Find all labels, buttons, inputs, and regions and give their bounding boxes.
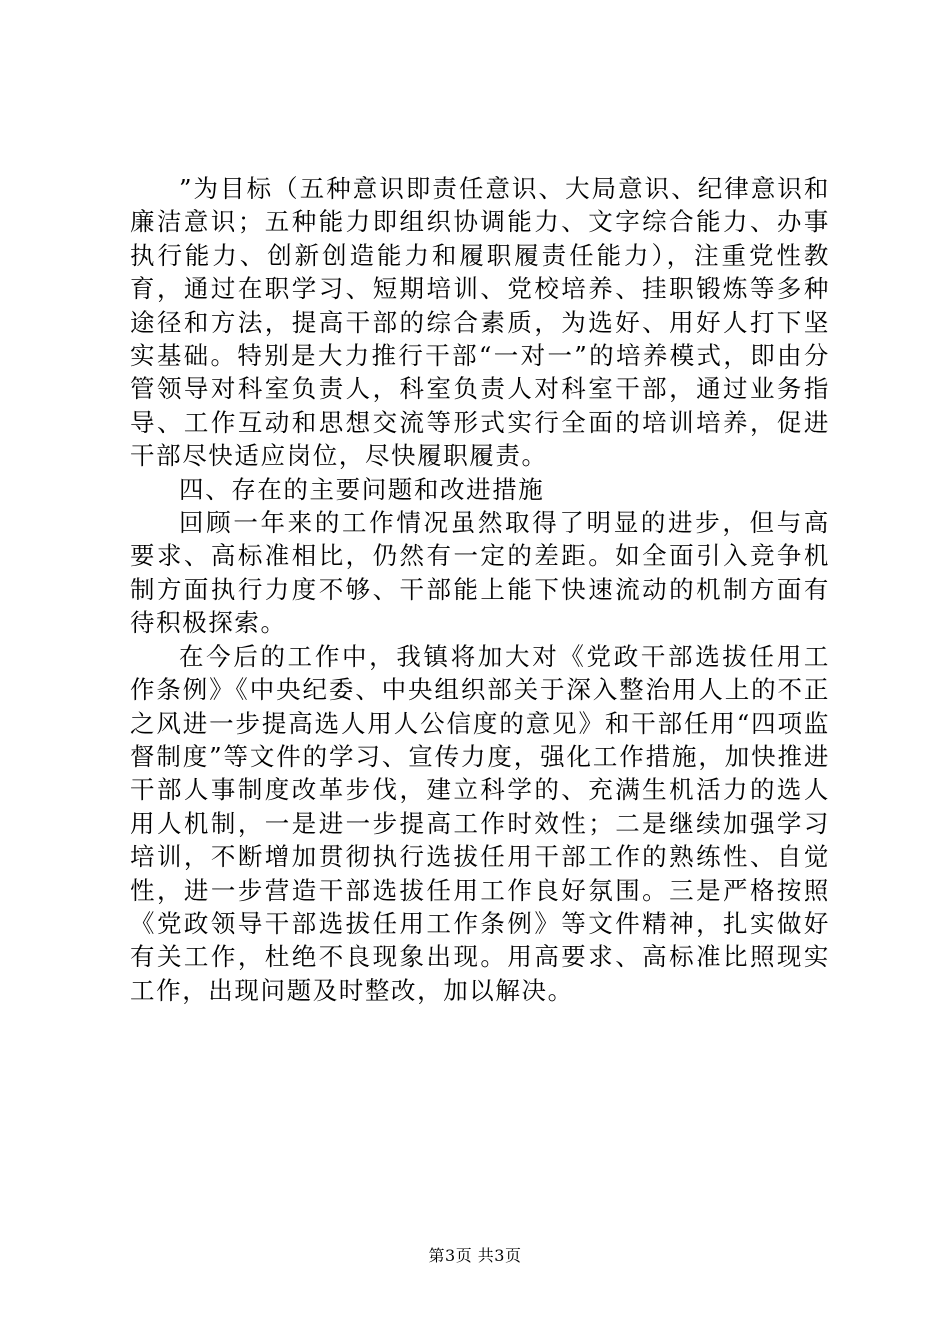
page-number-footer: 第3页 共3页: [428, 1246, 522, 1265]
paragraph-review: 回顾一年来的工作情况虽然取得了明显的进步，但与高要求、高标准相比，仍然有一定的差距。如全面引入竞争机制方面执行力度不够、干部能上能下快速流动的机制方面有待积极探索。: [130, 508, 830, 638]
paragraph-future-work: 在今后的工作中，我镇将加大对《党政干部选拔任用工作条例》《中央纪委、中央组织部关于深入整治用人上的不正之风进一步提高选人用人公信度的意见》和干部任用“四项监督制度”等文件的学习、宣传力度，强化工作措施，加快推进干部人事制度改革步伐，建立科学的、充满生机活力的选人用人机制，一是进一步提高工作时效性；二是继续加强学习培训，不断增加贯彻执行选拔任用干部工作的熟练性、自觉性，进一步营造干部选拔任用工作良好氛围。三是严格按照《党政领导干部选拔任用工作条例》等文件精神，扎实做好有关工作，杜绝不良现象出现。用高要求、高标准比照现实工作，出现问题及时整改，加以解决。: [130, 641, 830, 1005]
paragraph-training-goals: ”为目标（五种意识即责任意识、大局意识、纪律意识和廉洁意识；五种能力即组织协调能力、文字综合能力、办事执行能力、创新创造能力和履职履责任能力），注重党性教育，通过在职学习、短期培训、党校培养、挂职锻炼等多种途径和方法，提高干部的综合素质，为选好、用好人打下坚实基础。特别是大力推行干部“一对一”的培养模式，即由分管领导对科室负责人，科室负责人对科室干部，通过业务指导、工作互动和思想交流等形式实行全面的培训培养，促进干部尽快适应岗位，尽快履职履责。: [130, 174, 830, 471]
section-heading-problems: 四、存在的主要问题和改进措施: [179, 474, 545, 504]
document-body: [130, 172, 830, 1007]
